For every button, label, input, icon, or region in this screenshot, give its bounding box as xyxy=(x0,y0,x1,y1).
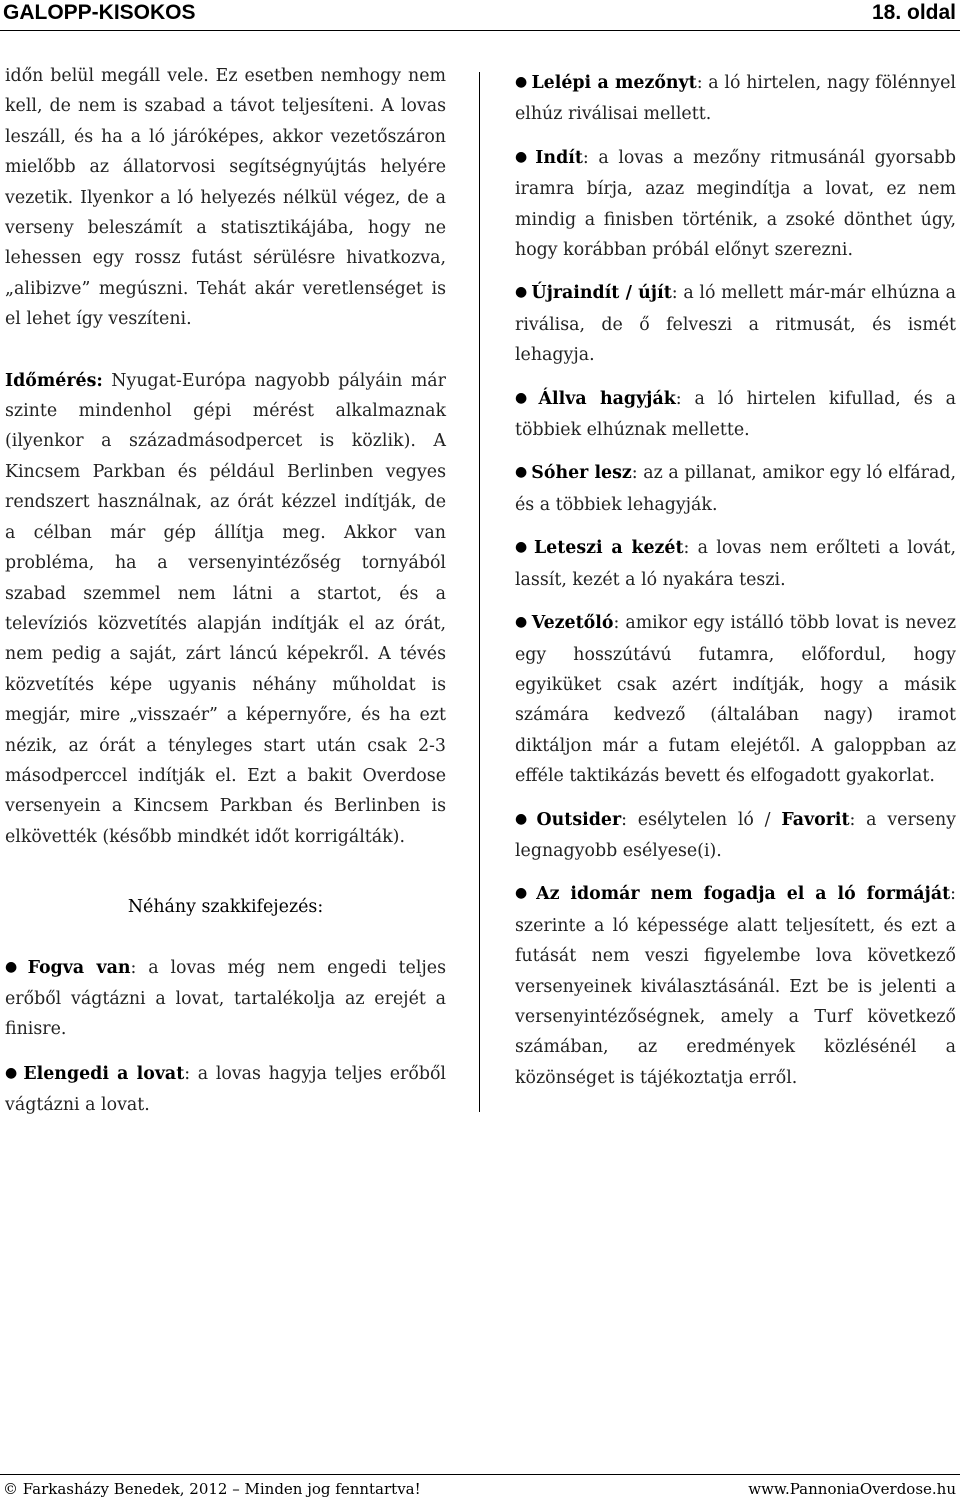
glossary-term: Sóher lesz xyxy=(531,463,632,484)
timing-text: Nyugat-Európa nagyobb pályáin már szinte mindenhol gépi mérést alkalmaznak (ilyenkor a századmásodpercet is közlik). A Kincsem Parkban és például Berlinben vegyes rendszert használnak, az órát kézzel indítják, de a célban már gép állítja meg. Akkor van probléma, ha a versenyintézőség tornyából szabad szemmel nem látni a startot, és a televíziós közvetítés alapján indítják el az órát, nem pedig a saját, zárt láncú képekről. A tévés közvetítés képe ugyanis néhány műholdat is megjár, mire „visszaér” a képernyőre, és ha ezt nézik, az órát a tényleges start után csak 2-3 másodperccel indítják el. Ezt a bakit Overdose versenyein a Kincsem Parkban és Berlinben is elkövették (később mindkét időt korrigálták). xyxy=(5,370,446,847)
paragraph-timing xyxy=(5,366,446,853)
left-column xyxy=(5,61,446,1121)
bullet-icon: ● xyxy=(515,885,533,902)
glossary-definition: : a lovas hagyja teljes erőből vágtázni a lovat. xyxy=(5,1063,446,1116)
glossary-definition: : a lovas még nem engedi teljes erőből vágtázni a lovat, tartalékolja az erejét a finisre. xyxy=(5,957,446,1040)
bullet-icon: ● xyxy=(515,539,530,556)
glossary-term: Fogva van xyxy=(27,957,131,978)
glossary-definition: : a ló hirtelen kifullad, és a többiek elhúznak mellette. xyxy=(515,388,957,441)
section-heading: Néhány szakkifejezés: xyxy=(127,897,324,918)
bullet-icon: ● xyxy=(515,74,528,90)
page-footer xyxy=(0,1474,960,1505)
document-title: GALOPP-KISOKOS xyxy=(3,1,196,24)
glossary-item xyxy=(5,1059,446,1121)
column-divider xyxy=(479,72,480,1112)
glossary-definition: : a verseny legnagyobb esélyese(i). xyxy=(515,809,957,861)
glossary-definition: : a ló hirtelen, nagy fölénnyel elhúz riválisai mellett. xyxy=(515,73,956,125)
bullet-icon: ● xyxy=(515,148,532,165)
glossary-item xyxy=(515,68,956,130)
glossary-term: Lelépi a mezőnyt xyxy=(531,73,697,93)
glossary-definition: : amikor egy istálló több lovat is nevez egy hosszútávú futamra, előfordul, hogy egyiküket csak azért indítják, hogy a másik számára kedvező (általában nagy) iramot diktáljon már a futam elejétől. A galoppban az efféle taktikázás bevett és elfogadott gyakorlat. xyxy=(515,613,956,787)
paragraph-continuation: időn belül megáll vele. Ez esetben nemhogy nem kell, de nem is szabad a távot teljesíteni. A lovas leszáll, és ha a ló járóképes, akkor vezetőszáron mielőbb az állatorvosi segítségnyújtás helyére vezetik. Ilyenkor a ló helyezés nélkül végez, de a verseny beleszámít a statisztikájába, hogy ne lehessen egy rossz futást sérülésre hivatkozva, „alibizve” megúszni. Tehát akár veretlenséget is el lehet így veszíteni. xyxy=(5,66,446,330)
glossary-item xyxy=(515,278,956,370)
bullet-icon: ● xyxy=(5,1064,20,1081)
bullet-icon: ● xyxy=(515,810,533,827)
glossary-item xyxy=(515,608,956,791)
glossary-definition: : esélytelen ló / xyxy=(621,809,782,830)
bullet-icon: ● xyxy=(515,284,528,301)
glossary-term: Indít xyxy=(535,147,583,168)
page-header xyxy=(0,0,960,31)
glossary-term: Az idomár nem fogadja el a ló formáját xyxy=(536,884,951,905)
glossary-term: Outsider xyxy=(536,809,622,830)
bullet-icon: ● xyxy=(515,389,535,406)
glossary-item xyxy=(515,879,956,1093)
glossary-term: Állva hagyják xyxy=(538,388,676,409)
glossary-definition: : szerinte a ló képessége alatt teljesített, és ezt a futását nem veszi figyelembe lova következő versenyeinek kiválasztásánál. Ezt be is jelenti a versenyintézőségnek, amely a Turf következő számában, az eredmények közlésénél a közönséget is tájékoztatja erről. xyxy=(515,884,957,1088)
term-timing: Időmérés: xyxy=(5,370,103,391)
glossary-term: Elengedi a lovat xyxy=(23,1063,185,1084)
glossary-term: Favorit xyxy=(781,809,850,830)
glossary-item xyxy=(515,384,956,446)
glossary-term: Leteszi a kezét xyxy=(533,538,684,559)
glossary-definition: : a ló mellett már-már elhúzna a riválisa, de ő felveszi a ritmusát, és ismét lehagyja. xyxy=(515,283,956,366)
copyright-notice: © Farkasházy Benedek, 2012 – Minden jog fenntartva! xyxy=(3,1480,421,1498)
bullet-icon: ● xyxy=(515,464,528,481)
glossary-definition: : az a pillanat, amikor egy ló elfárad, és a többiek lehagyják. xyxy=(515,463,957,515)
glossary-term: Vezetőló xyxy=(531,613,614,634)
right-column xyxy=(515,68,956,1093)
glossary-item xyxy=(515,805,956,867)
glossary-item xyxy=(515,533,956,595)
glossary-item xyxy=(5,953,446,1045)
page-number: 18. oldal xyxy=(871,1,956,24)
glossary-term: Újraindít / újít xyxy=(531,283,672,304)
bullet-icon: ● xyxy=(515,614,528,631)
website-link[interactable]: www.PannoniaOverdose.hu xyxy=(748,1480,956,1498)
bullet-icon: ● xyxy=(5,958,24,975)
glossary-item xyxy=(515,458,956,520)
glossary-item xyxy=(515,143,956,266)
glossary-definition: : a lovas nem erőlteti a lovát, lassít, kezét a ló nyakára teszi. xyxy=(515,538,956,590)
glossary-definition: : a lovas a mezőny ritmusánál gyorsabb iramra bírja, azaz megindítja a lovat, ez nem mindig a finisben történik, a zsoké dönthet úgy, hogy korábban próbál előnyt szerezni. xyxy=(515,147,956,261)
